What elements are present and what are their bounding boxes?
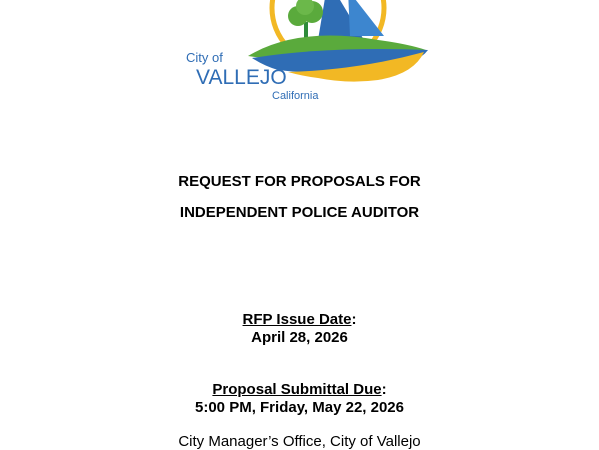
submittal-due-colon: :: [381, 381, 387, 398]
issue-date-colon: :: [351, 311, 357, 328]
logo-state-text: California: [272, 90, 319, 102]
issuing-office: City Manager’s Office, City of Vallejo: [178, 433, 421, 450]
submittal-due-value: 5:00 PM, Friday, May 22, 2026: [195, 399, 404, 416]
title-line-1: REQUEST FOR PROPOSALS FOR: [178, 173, 421, 190]
sail-shape-2: [348, 0, 384, 36]
submittal-due-label-line: [0, 381, 599, 399]
submittal-due-label: Proposal Submittal Due: [212, 381, 382, 398]
logo-graphic: [178, 0, 438, 104]
city-of-vallejo-logo: [178, 0, 438, 104]
title-line-2: INDEPENDENT POLICE AUDITOR: [179, 204, 420, 221]
issue-date-label: RFP Issue Date: [242, 311, 352, 328]
issue-date-label-line: [0, 311, 599, 329]
logo-city-name-text: VALLEJO: [196, 66, 287, 89]
issue-date-value: April 28, 2026: [251, 329, 348, 346]
logo-city-of-text: City of: [186, 50, 223, 65]
